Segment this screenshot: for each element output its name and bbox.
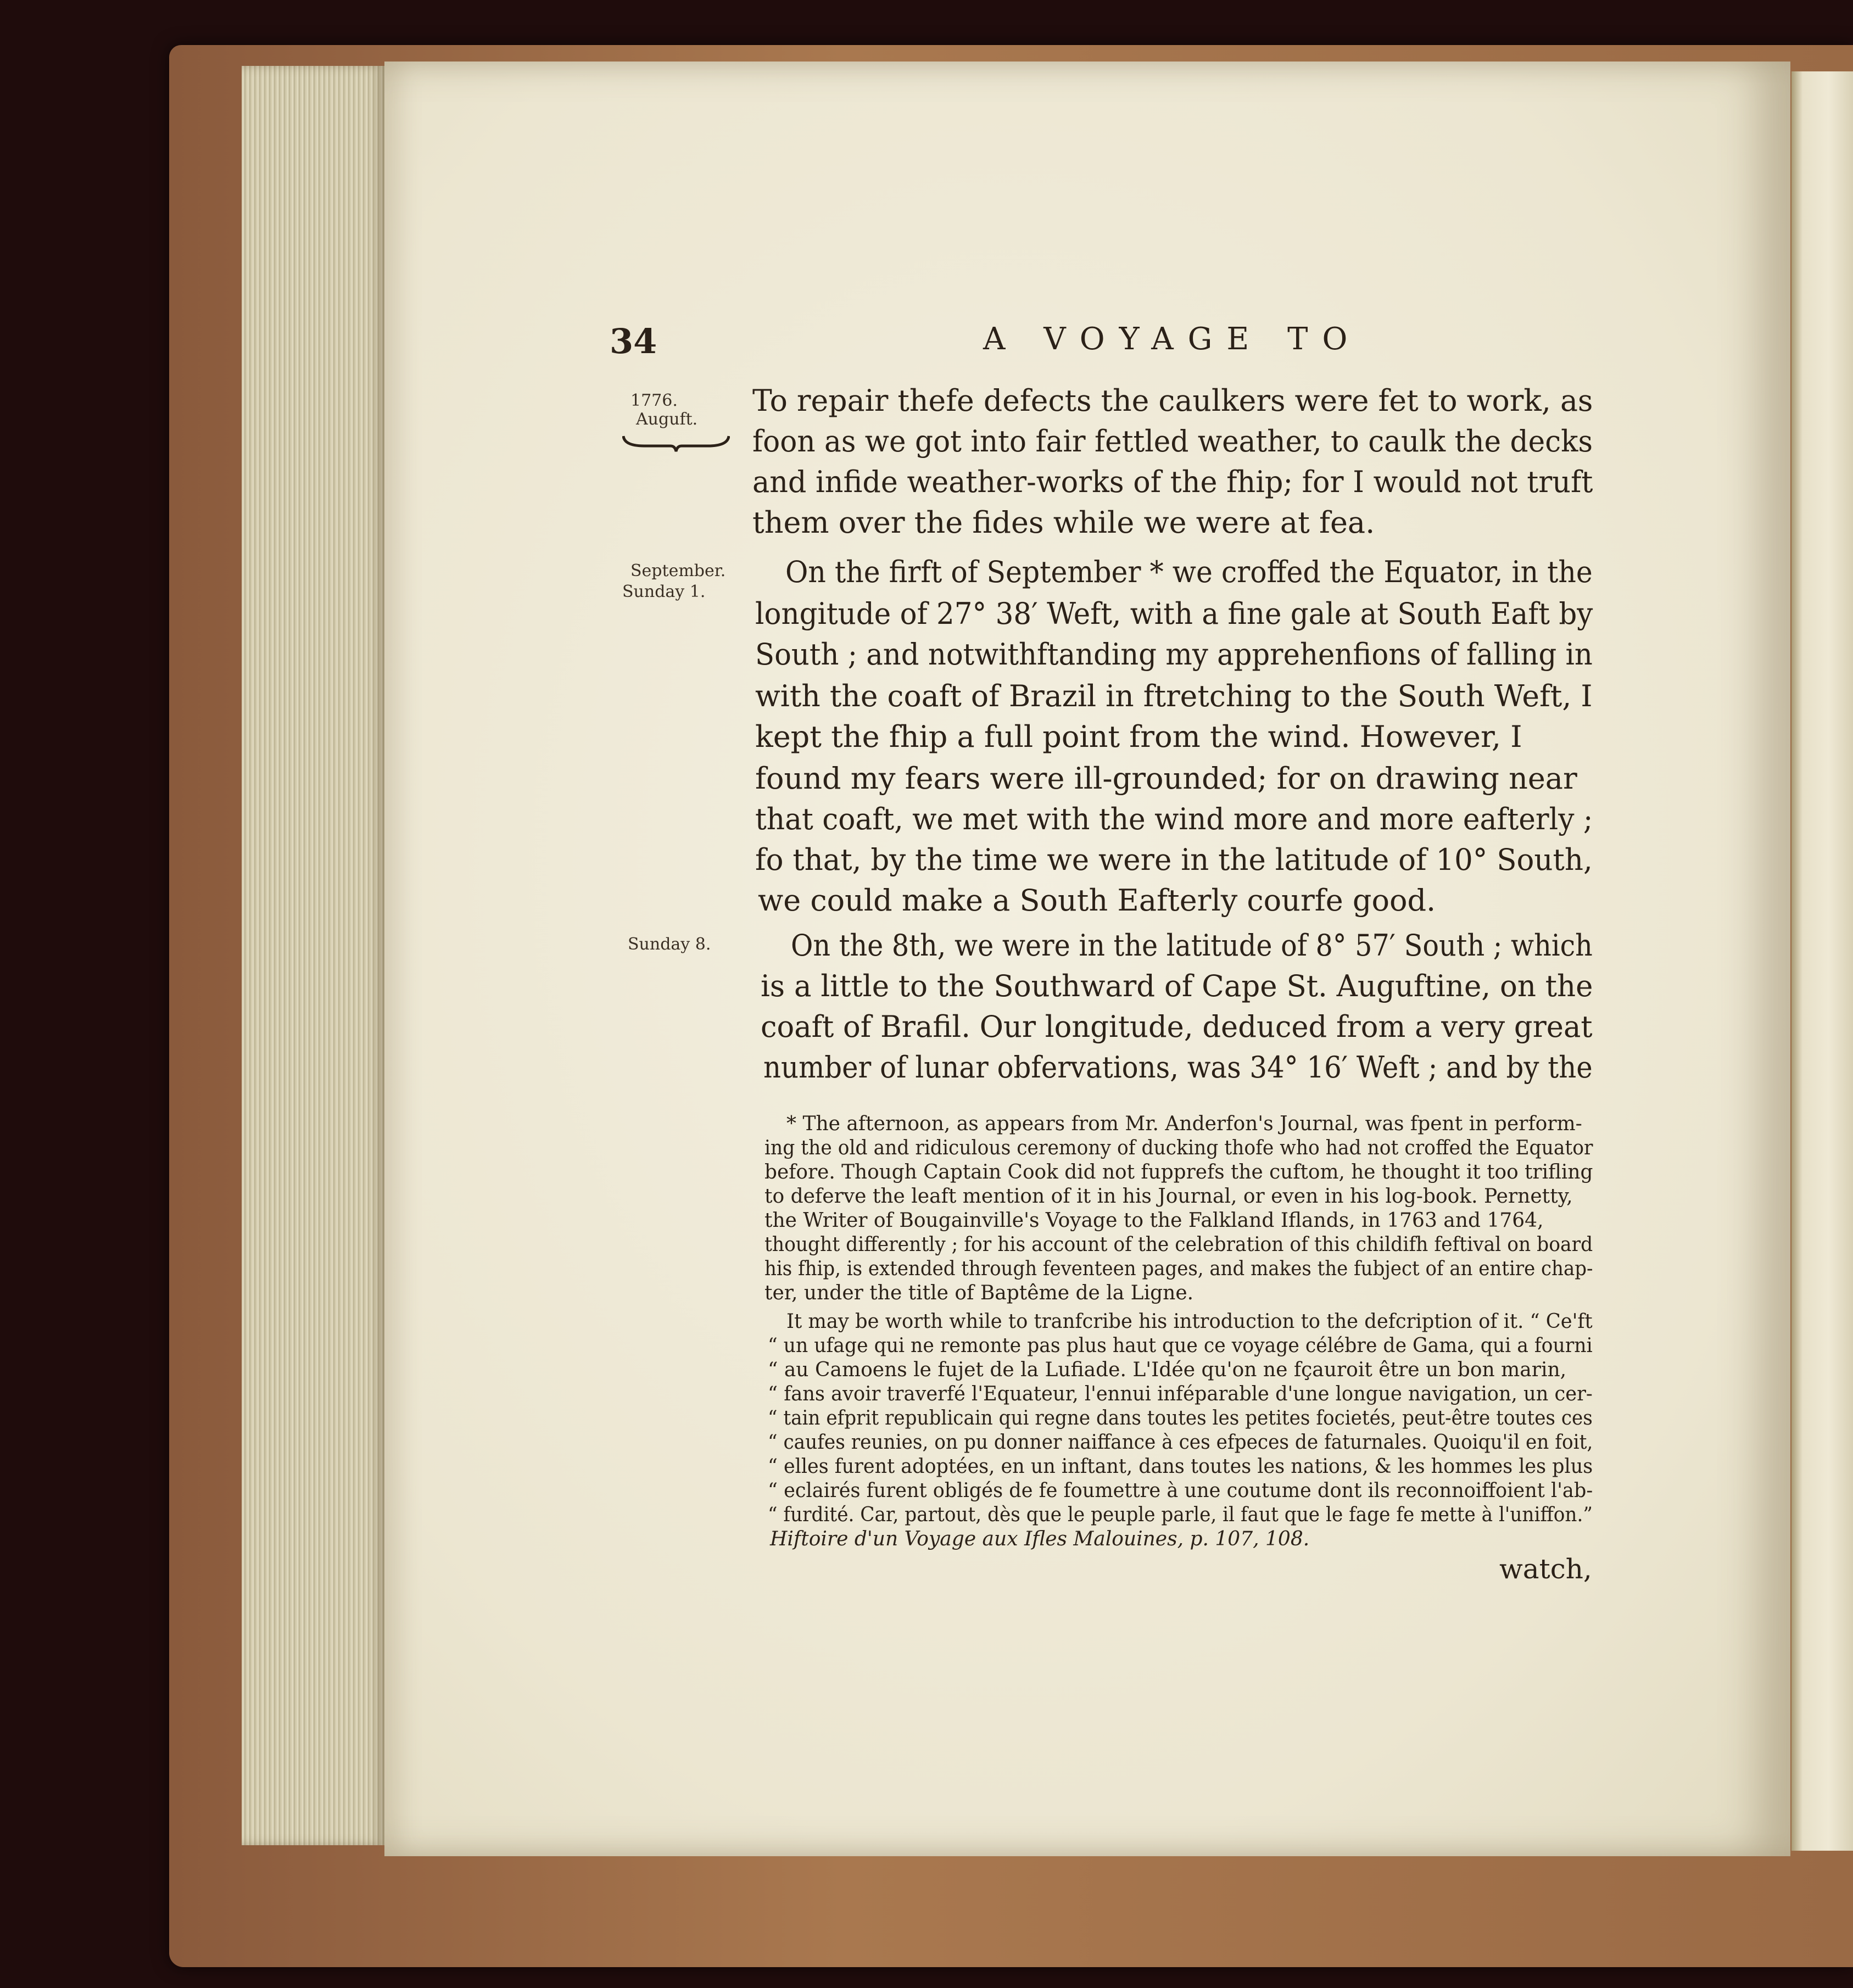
footnote-line: It may be worth while to tranfcribe his introduction to the defcription of it. “ Ce'ft [786, 1310, 1593, 1333]
body-line: found my fears were ill-grounded; for on drawing near [755, 761, 1577, 796]
footnote-line: “ tain efprit republicain qui regne dans toutes les petites focietés, peut-être toutes ces [768, 1407, 1593, 1429]
page-number: 34 [610, 321, 657, 361]
body-line: we could make a South Eafterly courfe good. [758, 883, 1436, 918]
footnote-line: “ au Camoens le fujet de la Lufiade. L'Idée qu'on ne fçauroit être un bon marin, [768, 1359, 1567, 1381]
footnote-line: “ caufes reunies, on pu donner naiffance à ces efpeces de faturnales. Quoiqu'il en foit, [768, 1431, 1593, 1454]
body-line: fo that, by the time we were in the latitude of 10° South, [755, 842, 1593, 877]
footnote-line: “ eclairés furent obligés de fe foumettre à une coutume dont ils reconnoiffoient l'ab- [768, 1479, 1593, 1502]
body-line: with the coaft of Brazil in ftretching to the South Weft, I [755, 679, 1593, 713]
footnote-line: his fhip, is extended through feventeen pages, and makes the fubject of an entire chap- [764, 1258, 1593, 1280]
page-edges [242, 66, 386, 1845]
body-line: South ; and notwithftanding my apprehenfions of falling in [755, 637, 1593, 672]
footnote-line: to deferve the leaft mention of it in his Journal, or even in his log-book. Pernetty, [764, 1185, 1573, 1208]
footnote-line: “ un ufage qui ne remonte pas plus haut que ce voyage célébre de Gama, qui a fourni [768, 1334, 1593, 1357]
footnote-line: before. Though Captain Cook did not fupprefs the cuftom, he thought it too trifling [764, 1161, 1593, 1183]
body-line: longitude of 27° 38′ Weft, with a fine gale at South Eaft by [755, 596, 1593, 631]
body-line: foon as we got into fair fettled weather, to caulk the decks [752, 424, 1593, 459]
footnote-line: * The afternoon, as appears from Mr. Anderfon's Journal, was fpent in perform- [786, 1113, 1582, 1135]
body-line: To repair thefe defects the caulkers were fet to work, as [752, 383, 1593, 418]
footnote-line: Hiftoire d'un Voyage aux Ifles Malouines, p. 107, 108. [770, 1528, 1310, 1550]
footnote-line: ing the old and ridiculous ceremony of ducking thofe who had not croffed the Equator [764, 1137, 1593, 1159]
footnote-line: ter, under the title of Baptême de la Ligne. [764, 1282, 1194, 1304]
body-line: that coaft, we met with the wind more and more eafterly ; [755, 802, 1593, 836]
body-line: kept the fhip a full point from the wind. However, I [755, 719, 1522, 754]
margin-brace [622, 434, 730, 453]
footnote-line: “ furdité. Car, partout, dès que le peuple parle, il faut que le fage fe mette à l'uniffon.” [768, 1504, 1593, 1526]
body-line: and infide weather-works of the fhip; for I would not truft [752, 465, 1593, 499]
catchword: watch, [1499, 1553, 1592, 1585]
margin-note-month: Auguft. [636, 410, 698, 429]
margin-note-year: 1776. [630, 391, 678, 410]
body-line: On the 8th, we were in the latitude of 8° 57′ South ; which [791, 928, 1593, 963]
footnote-line: the Writer of Bougainville's Voyage to the Falkland Iflands, in 1763 and 1764, [764, 1209, 1544, 1232]
body-line: them over the fides while we were at fea. [752, 505, 1375, 540]
footnote-line: “ elles furent adoptées, en un inftant, dans toutes les nations, & les hommes les plus [768, 1455, 1593, 1478]
margin-note-september: September. [630, 561, 726, 580]
running-head: A VOYAGE TO [983, 321, 1362, 357]
margin-note-sunday-1: Sunday 1. [622, 582, 706, 601]
footnote-line: thought differently ; for his account of the celebration of this childifh feftival on board [764, 1233, 1593, 1256]
body-line: coaft of Brafil. Our longitude, deduced from a very great [761, 1009, 1593, 1044]
body-line: On the firft of September * we croffed the Equator, in the [785, 555, 1593, 589]
body-line: is a little to the Southward of Cape St. Auguftine, on the [761, 969, 1593, 1003]
footnote-line: “ fans avoir traverfé l'Equateur, l'ennui inféparable d'une longue navigation, un cer- [768, 1383, 1593, 1405]
body-line: number of lunar obfervations, was 34° 16′ Weft ; and by the [763, 1050, 1593, 1085]
margin-note-sunday-8: Sunday 8. [628, 935, 711, 954]
facing-page-edge [1791, 71, 1853, 1851]
